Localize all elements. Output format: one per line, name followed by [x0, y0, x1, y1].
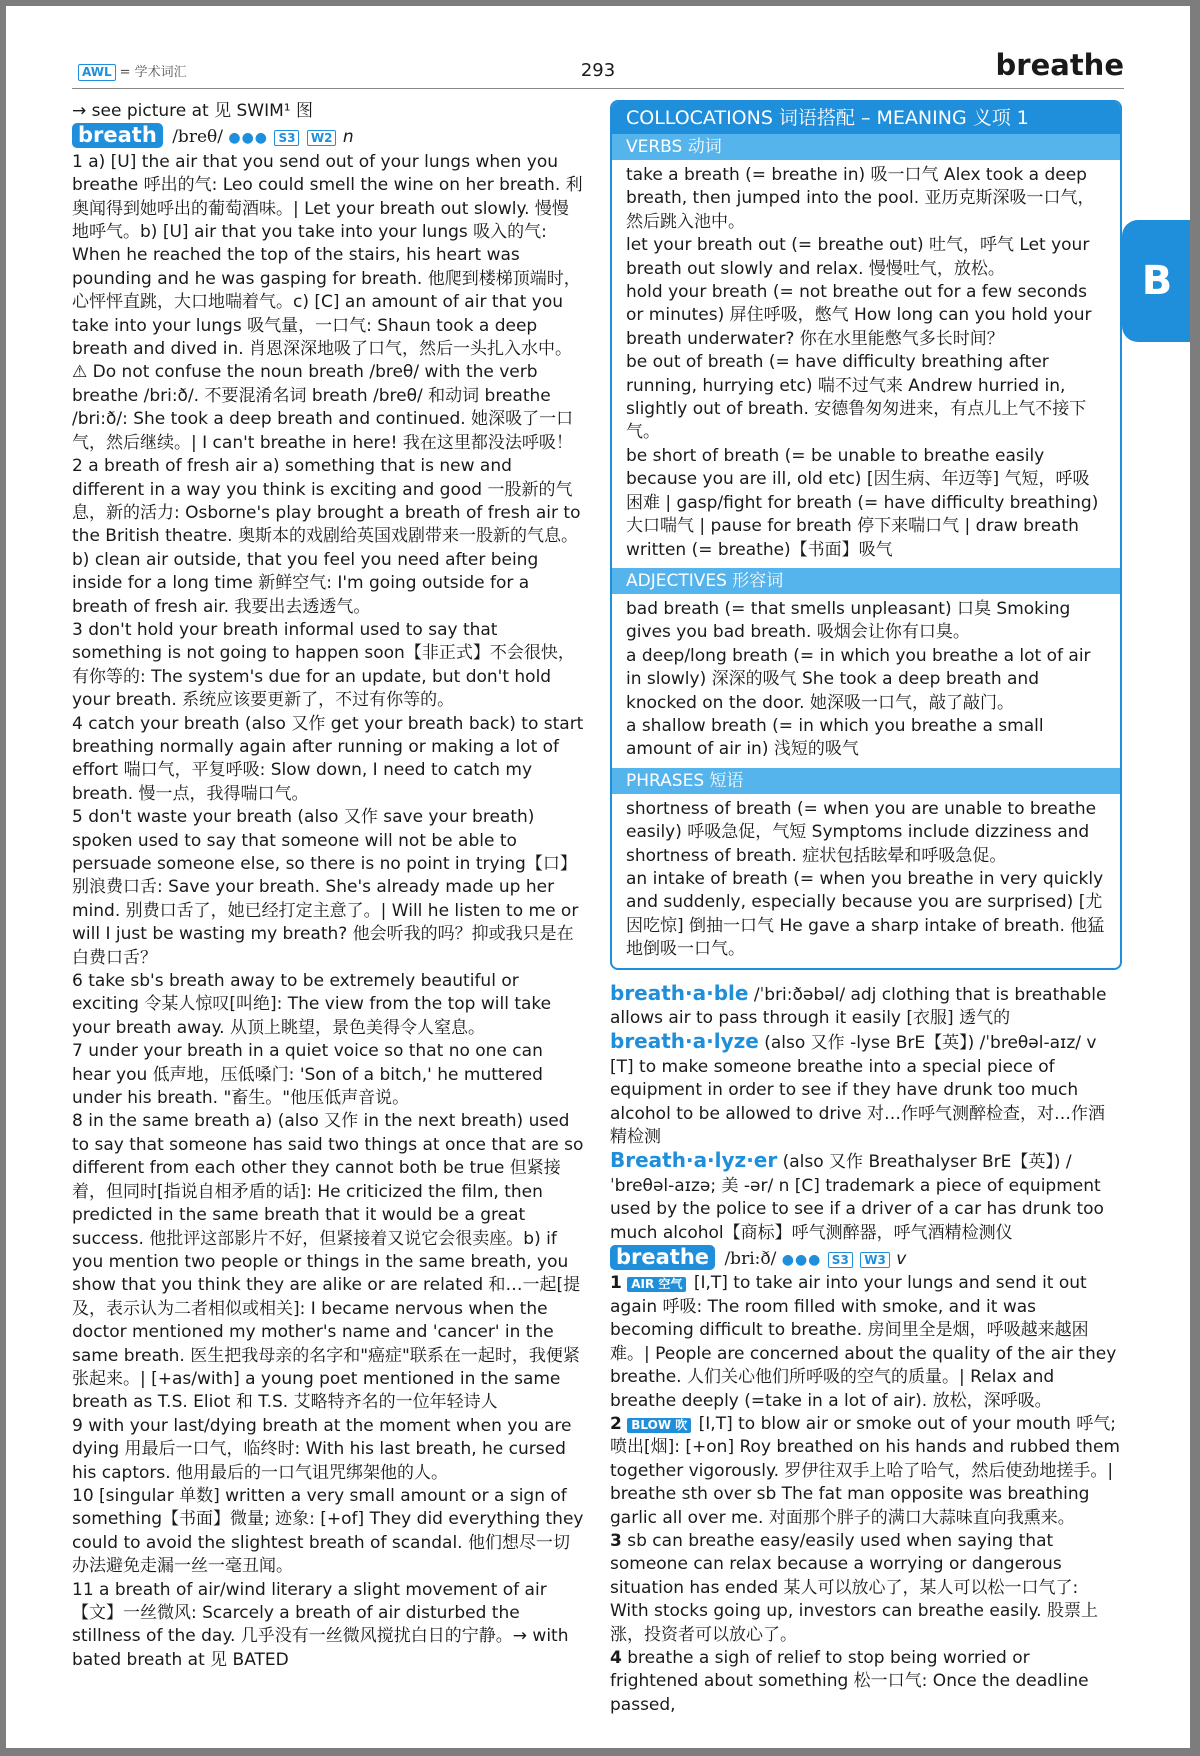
- awl-legend-text: = 学术词汇: [119, 65, 187, 80]
- headword-line: [72, 123, 584, 150]
- collocations-title: COLLOCATIONS 词语搭配 – MEANING 义项 1: [612, 102, 1120, 134]
- collocation-item: let your breath out (= breathe out) 吐气，呼气 Let your breath out slowly and relax. 慢慢吐气，放松。: [626, 235, 1090, 279]
- sense-text: [I,T] to take air into your lungs and send it out again 呼吸: The room filled with smoke, and it was becoming difficult to breathe. 房间里全是烟，呼吸越来越困难。| People are concerned about the quality of the air they breathe. 人们关心他们所呼吸的空气的质量。| Relax and breathe deeply (=take in a lot of air). 放松，深呼吸。: [610, 1273, 1117, 1411]
- collocation-item: a shallow breath (= in which you breathe a small amount of air in) 浅短的吸气: [626, 715, 1044, 760]
- collocation-item: shortness of breath (= when you are unable to breathe easily) 呼吸急促，气短 Symptoms include dizziness and shortness of breath. 症状包括眩晕和呼吸急促。: [626, 798, 1097, 866]
- sense-9: 9 with your last/dying breath at the moment when you are dying 用最后一口气，临终时: With his last breath, he cursed his captors. 他用最后的一口气诅咒绑架他的人。: [72, 1415, 572, 1483]
- pronunciation: /bri:ð/: [724, 1249, 777, 1270]
- breathe-sense-3: [610, 1530, 1122, 1647]
- collocation-item: take a breath (= breathe in) 吸一口气 Alex took a deep breath, then jumped into the pool. 亚历克斯深吸一口气，然后跳入池中。: [626, 165, 1095, 232]
- dictionary-page: [6, 6, 1190, 1748]
- collocation-item: an intake of breath (= when you breathe in very quickly and suddenly, especially because you are surprised) [尤因吃惊] 倒抽一口气 He gave a sharp intake of breath. 他猛地倒吸一口气。: [626, 868, 1105, 960]
- collocations-box: [610, 100, 1122, 970]
- sense-text: breathe a sigh of relief to stop being worried or frightened about something 松一口气: Once the deadline passed,: [610, 1647, 1089, 1715]
- entry-text: (also 又作 Breathalyser BrE【英】) /ˈbreθəl-aɪzə; 美 -ər/ n [C] trademark a piece of equipment used by the police to see if a driver of a car has drunk too much alcohol【商标】呼气测醉器，呼气酒精检测仪: [610, 1152, 1104, 1243]
- written-level-badge: W2: [307, 130, 337, 146]
- sense-11: 11 a breath of air/wind literary a slight movement of air【文】一丝微风: Scarcely a breath of air disturbed the stillness of the day. 几乎没有一丝微风搅扰白日的宁静。→ with bated breath at 见 BATED: [72, 1579, 569, 1670]
- sense-number: 3: [610, 1530, 622, 1551]
- headword-breathalyze: breath·a·lyze: [610, 1029, 759, 1054]
- sense-1: 1 a) [U] the air that you send out of your lungs when you breathe 呼出的气: Leo could smell the wine on her breath. 利奥闻得到她呼出的葡萄酒味。| Let your breath out slowly. 慢慢地呼气。b) [U] air that you take into your lungs 吸入的气: When he reached the top of the stairs, his heart was pounding and he was gasping for breath. 他爬到楼梯顶端时，心怦怦直跳，大口地喘着气。c) [C] an amount of air that you take into your lungs 吸气量，一口气: Shaun took a deep breath and dived in. 肖恩深深地吸了口气，然后一头扎入水中。⚠ Do not confuse the noun breath /breθ/ with the verb breathe /bri:ð/. 不要混淆名词 breath /breθ/ 和动词 breathe /bri:ð/: She took a deep breath and continued. 她深吸了一口气，然后继续。| I can't breathe in here! 我在这里都没法呼吸！: [72, 151, 583, 453]
- guide-word: breathe: [995, 48, 1124, 82]
- cross-reference[interactable]: → see picture at 见 SWIM¹ 图: [72, 101, 313, 121]
- headword-breathe: breathe: [610, 1245, 715, 1270]
- headword-breathalyzer: Breath·a·lyz·er: [610, 1148, 778, 1173]
- sense-10: 10 [singular 单数] written a very small amount or a sign of something【书面】微量; 迹象: [+of] They did everything they could to avoid the slightest breath of scandal. 他们想尽一切办法避免走漏一丝一毫丑闻。: [72, 1485, 584, 1577]
- frequency-dots: ●●●: [228, 130, 269, 147]
- pronunciation: /breθ/: [172, 127, 223, 148]
- sense-number: 1: [610, 1273, 622, 1294]
- entry-breathalyze: [610, 1030, 1122, 1149]
- headword-breathable: breath·a·ble: [610, 980, 749, 1005]
- written-level-badge: W3: [860, 1252, 890, 1268]
- sense-number: 4: [610, 1647, 622, 1668]
- adjectives-heading: ADJECTIVES 形容词: [612, 568, 1120, 594]
- frequency-dots: ●●●: [781, 1252, 822, 1269]
- collocation-item: bad breath (= that smells unpleasant) 口臭 Smoking gives you bad breath. 吸烟会让你有口臭。: [626, 598, 1071, 643]
- sense-3: 3 don't hold your breath informal used to say that something is not going to happen soon【非正式】不会很快，有你等的: The system's due for an update, but don't hold your breath. 系统应该要更新了，不过有你等的。: [72, 619, 575, 711]
- spoken-level-badge: S3: [828, 1252, 853, 1268]
- collocation-item: hold your breath (= not breathe out for a few seconds or minutes) 屏住呼吸，憋气 How long can you hold your breath underwater? 你在水里能憋气多长时间？: [626, 282, 1092, 349]
- verbs-list: [612, 160, 1120, 568]
- breathe-sense-4: [610, 1647, 1122, 1717]
- collocation-item: be short of breath (= be unable to breathe easily because you are ill, old etc) [因生病、年迈等] 气短，呼吸困难 | gasp/fight for breath (= have difficulty breathing) 大口喘气 | pause for breath 停下来喘口气 | draw breath written (= breathe)【书面】吸气: [626, 445, 1099, 560]
- awl-badge: AWL: [78, 64, 116, 81]
- sense-4: 4 catch your breath (also 又作 get your breath back) to start breathing normally again after running or making a lot of effort 喘口气，平复呼吸: Slow down, I need to catch my breath. 慢一点，我得喘口气。: [72, 713, 584, 804]
- sense-7: 7 under your breath in a quiet voice so that no one can hear you 低声地，压低嗓门: 'Son of a bitch,' he muttered under his breath. "畜生。"他压低声音说。: [72, 1041, 543, 1109]
- breathe-sense-1: [610, 1272, 1122, 1412]
- collocation-item: a deep/long breath (= in which you breathe a lot of air in slowly) 深深的吸气 She took a deep breath and knocked on the door. 她深吸一口气，敲了敲门。: [626, 645, 1091, 713]
- left-column: [72, 100, 584, 1672]
- adjectives-list: [612, 594, 1120, 768]
- part-of-speech: n: [342, 127, 354, 148]
- sense-8: 8 in the same breath a) (also 又作 in the next breath) used to say that someone has said two things at once that are so different from each other they cannot both be true 但紧接着，但同时[指说自相矛盾的话]: He criticized the film, then predicted in the same breath that it would be a great success. 他批评这部影片不好，但紧接着又说它会很卖座。b) if you mention two people or things in the same breath, you show that you think they are alike or are related 和…一起[提及，表示认为二者相似或相关]: I became nervous when the doctor mentioned my mother's name and 'cancer' in the same breath. 医生把我母亲的名字和"癌症"联系在一起时，我便紧张起来。| [+as/with] a young poet mentioned in the same breath as T.S. Eliot 和 T.S. 艾略特齐名的一位年轻诗人: [72, 1111, 584, 1413]
- sense-number: 2: [610, 1413, 622, 1434]
- headword-breath: breath: [72, 123, 163, 148]
- entry-text: /ˈbri:ðəbəl/ adj clothing that is breathable allows air to pass through it easily [衣服] 透气的: [610, 984, 1107, 1028]
- sense-text: [I,T] to blow air or smoke out of your mouth 呼气; 喷出[烟]: [+on] Roy breathed on his hands and rubbed them together vigorously. 罗伊往双手上哈了哈气，然后使劲地搓手。| breathe sth over sb The fat man opposite was breathing garlic all over me. 对面那个胖子的满口大蒜味直向我熏来。: [610, 1413, 1120, 1528]
- page-header: [72, 48, 1124, 89]
- entry-breathalyzer: [610, 1149, 1122, 1245]
- page-number: 293: [580, 60, 616, 81]
- signpost-badge: AIR 空气: [627, 1277, 686, 1292]
- entry-breathable: [610, 982, 1122, 1031]
- verbs-heading: VERBS 动词: [612, 134, 1120, 160]
- spoken-level-badge: S3: [274, 130, 299, 146]
- headword-line-breathe: [610, 1245, 1122, 1272]
- part-of-speech: v: [896, 1249, 907, 1270]
- sense-5: 5 don't waste your breath (also 又作 save your breath) spoken used to say that someone will not be able to persuade someone else, so there is no point in trying【口】别浪费口舌: Save your breath. She's already made up her mind. 别费口舌了，她已经打定主意了。| Will he listen to me or will I just be wasting my breath? 他会听我的吗？抑或我只是在白费口舌？: [72, 807, 579, 968]
- signpost-badge: BLOW 吹: [627, 1418, 691, 1433]
- phrases-list: [612, 794, 1120, 968]
- right-column: [610, 100, 1122, 1717]
- sense-text: sb can breathe easy/easily used when saying that someone can relax because a worrying or dangerous situation has ended 某人可以放心了，某人可以松一口气了: With stocks going up, investors can breathe easily. 股票上涨，投资者可以放心了。: [610, 1530, 1098, 1645]
- breathe-sense-2: [610, 1413, 1122, 1530]
- letter-thumb-tab[interactable]: B: [1122, 220, 1190, 342]
- entry-text: (also 又作 -lyse BrE【英】) /ˈbreθəl-aɪz/ v [T] to make someone breathe into a special piece of equipment in order to see if they have drunk too much alcohol to be allowed to drive 对…作呼气测醉检查，对…作酒精检测: [610, 1033, 1106, 1148]
- collocation-item: be out of breath (= have difficulty breathing after running, hurrying etc) 喘不过气来 Andrew hurried in, slightly out of breath. 安德鲁匆匆进来，有点儿上气不接下气。: [626, 352, 1087, 443]
- phrases-heading: PHRASES 短语: [612, 768, 1120, 794]
- sense-2: 2 a breath of fresh air a) something that is new and different in a way you think is exciting and good 一股新的气息，新的活力: Osborne's play brought a breath of fresh air to the British theatre. 奥斯本的戏剧给英国戏剧带来一股新的气息。b) clean air outside, that you feel you need after being inside for a long time 新鲜空气: I'm going outside for a breath of fresh air. 我要出去透透气。: [72, 456, 581, 617]
- sense-6: 6 take sb's breath away to be extremely beautiful or exciting 令某人惊叹[叫绝]: The view from the top will take your breath away. 从顶上眺望，景色美得令人窒息。: [72, 971, 552, 1038]
